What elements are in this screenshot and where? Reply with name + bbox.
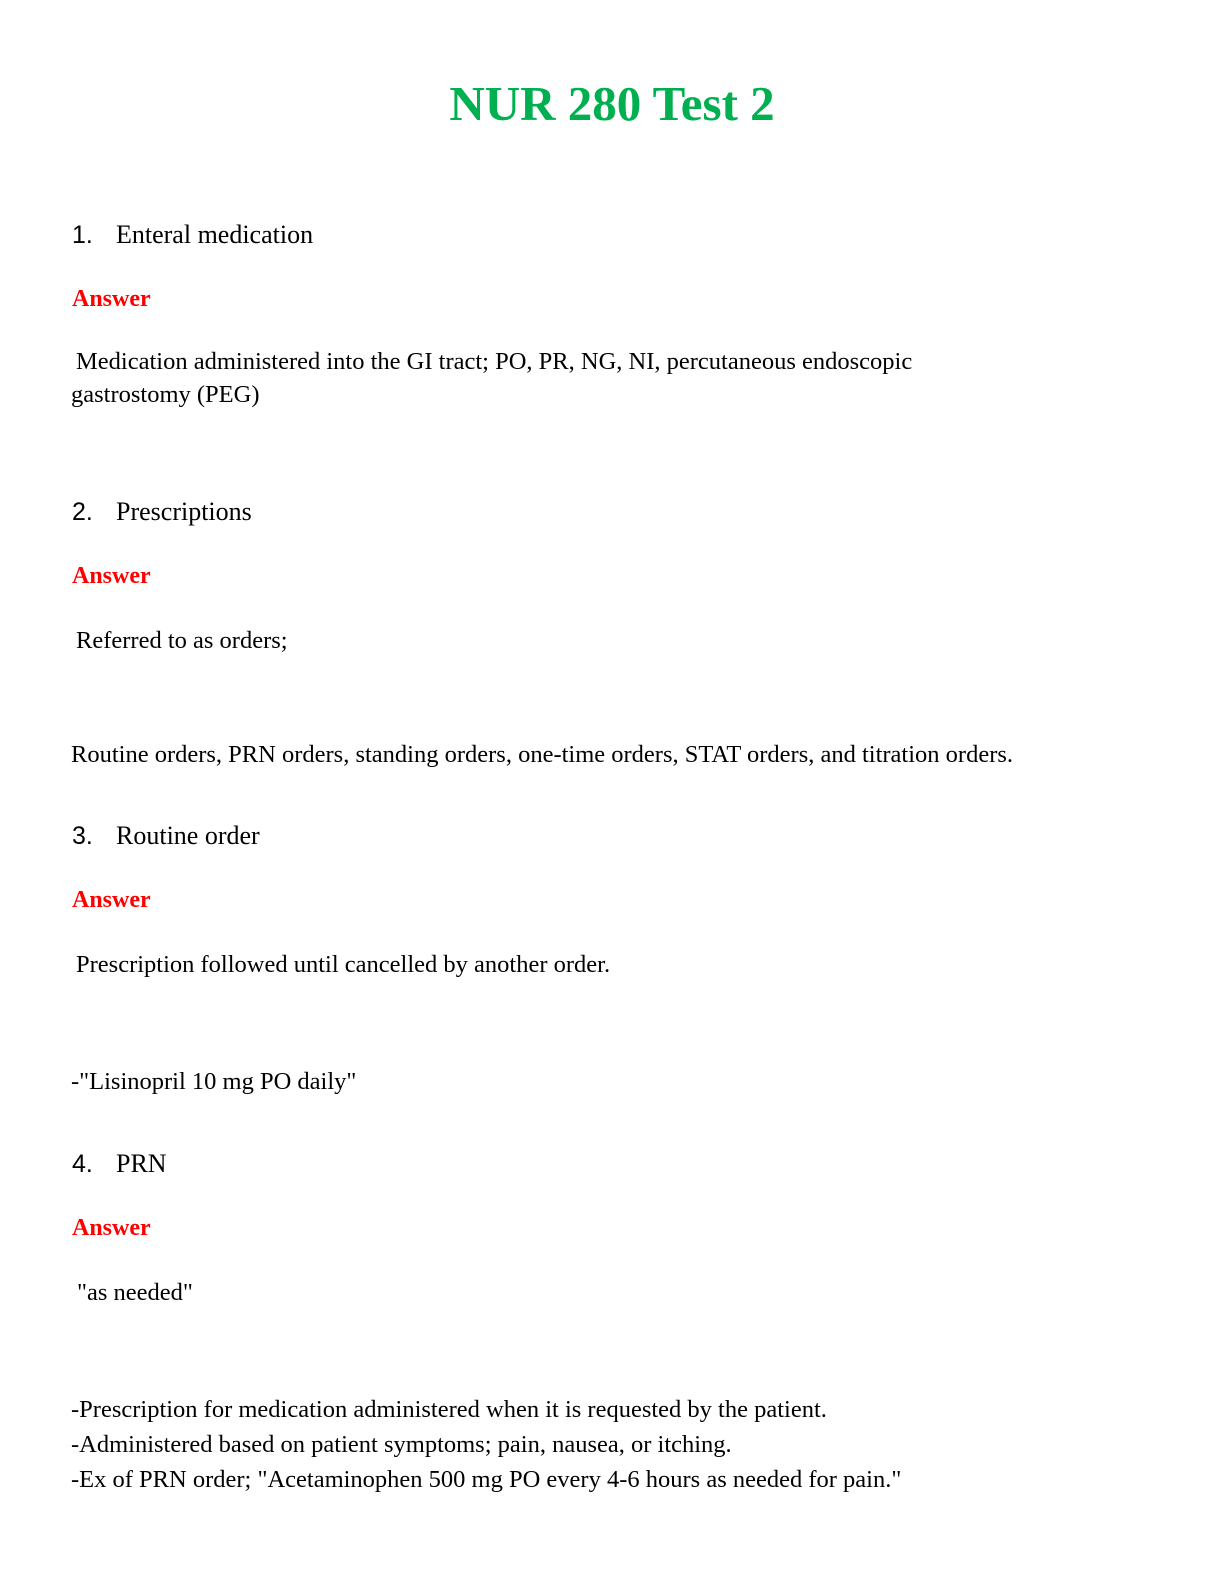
answer-extra-line: -Administered based on patient symptoms; pain, nausea, or itching. <box>71 1431 732 1458</box>
answer-line: Prescription followed until cancelled by another order. <box>76 951 611 978</box>
question-term: PRN <box>116 1149 167 1178</box>
answer-extra-line: -"Lisinopril 10 mg PO daily" <box>71 1068 357 1095</box>
question-term: Prescriptions <box>116 497 252 526</box>
question-number: 3. <box>72 822 93 850</box>
document-title: NUR 280 Test 2 <box>449 76 775 131</box>
answer-extra-line: -Prescription for medication administered when it is requested by the patient. <box>71 1396 827 1423</box>
answer-line: "as needed" <box>77 1279 193 1306</box>
question-number: 1. <box>72 221 93 249</box>
answer-label: Answer <box>72 1215 151 1241</box>
answer-line: Referred to as orders; <box>76 627 288 654</box>
question-term: Enteral medication <box>116 220 314 249</box>
question-number: 4. <box>72 1150 93 1178</box>
question-term: Routine order <box>116 821 260 850</box>
question-2 <box>72 496 252 528</box>
question-number: 2. <box>72 498 93 526</box>
question-4 <box>72 1148 167 1180</box>
answer-extra-line: -Ex of PRN order; "Acetaminophen 500 mg PO every 4-6 hours as needed for pain." <box>71 1466 902 1493</box>
question-3 <box>72 820 260 852</box>
answer-label: Answer <box>72 563 151 589</box>
answer-extra-line: Routine orders, PRN orders, standing orders, one-time orders, STAT orders, and titration orders. <box>71 741 1014 768</box>
answer-line: Medication administered into the GI tract; PO, PR, NG, NI, percutaneous endoscopic <box>76 348 913 375</box>
answer-label: Answer <box>72 286 151 312</box>
answer-line: gastrostomy (PEG) <box>71 381 260 408</box>
question-1 <box>72 219 313 251</box>
answer-label: Answer <box>72 887 151 913</box>
